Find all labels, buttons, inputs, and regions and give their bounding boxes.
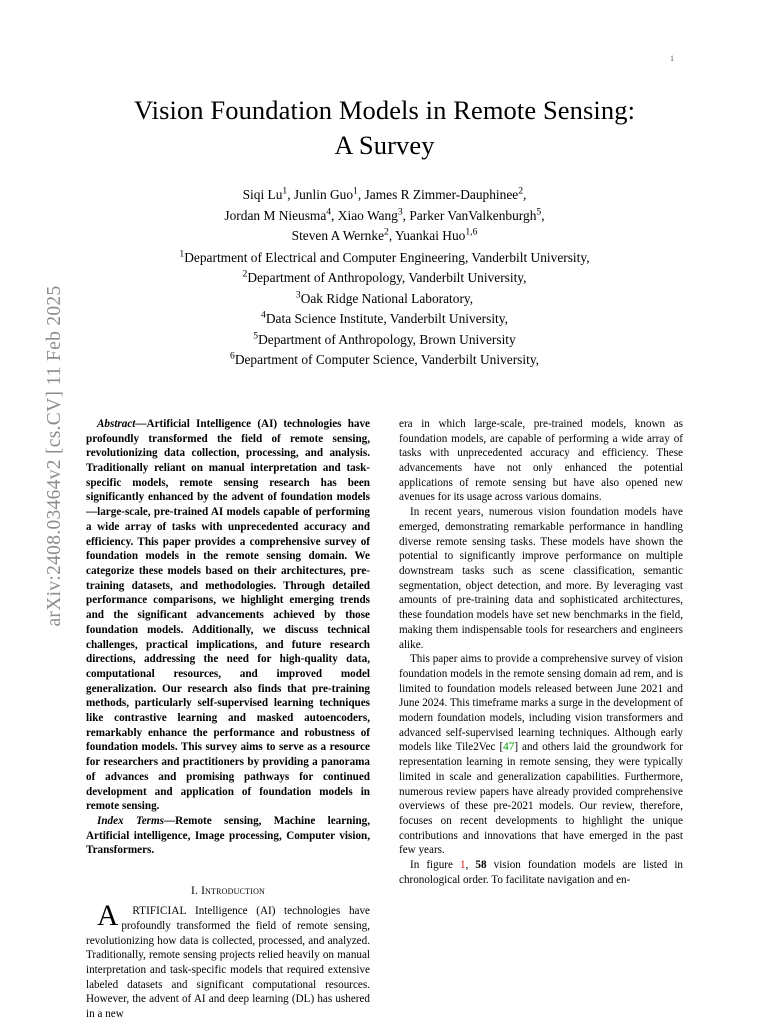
introduction-paragraph-1-continued: era in which large-scale, pre-trained models, known as foundation models, are capable of performing a wide array of tasks with unprecedented accuracy and efficiency. These advancements have not only enhanced the potential applications of remote sensing but have also opened new avenues for its usage across various domains. — [399, 417, 683, 504]
paragraph-text: vision foundation models are listed in chronological order. To facilitate navigation and en- — [399, 859, 683, 886]
author-separator: , — [523, 187, 527, 203]
author-affil-marker: 4 — [326, 206, 332, 218]
paragraph-text: This paper aims to provide a comprehensive survey of vision foundation models in the remote sensing domain ad rem, and is limited to foundation models released between June 2021 and June 2024. This timeframe marks a surge in the development of modern foundation models, including vision transformers and advanced self-supervised learning techniques. Although early models like Tile2Vec [ — [399, 653, 683, 754]
abstract-text: Artificial Intelligence (AI) technologies have profoundly transformed the field of remote sensing, revolutionizing data collection, processing, and analysis. Traditionally reliant on manual interpretation and task-specific models, remote sensing research has been significantly enhanced by the advent of foundation models—large-scale, pre-trained AI models capable of performing a wide array of tasks with unprecedented accuracy and efficiency. This paper provides a comprehensive survey of foundation models in the remote sensing domain. We categorize these models based on their architectures, pre-training datasets, and methodologies. Through detailed performance comparisons, we highlight emerging trends and the significant advancements achieved by those foundation models. Additionally, we discuss technical challenges, practical implications, and future research directions, addressing the need for high-quality data, computational resources, and improved model generalization. Our research also finds that pre-training methods, particularly self-supervised learning techniques like contrastive learning and masked autoencoders, remarkably enhance the performance and robustness of foundation models. This survey aims to serve as a resource for researchers and practitioners by providing a panorama of advances and promising pathways for continued development and application of foundation models in remote sensing. — [86, 417, 370, 813]
drop-cap: A — [97, 900, 119, 933]
affiliation-marker: 2 — [242, 269, 248, 280]
author-name: Jordan M Nieusma — [224, 207, 327, 223]
arxiv-stamp: arXiv:2408.03464v2 [cs.CV] 11 Feb 2025 — [44, 285, 65, 627]
paragraph-text: ] and others laid the groundwork for representation learning in remote sensing, they were typically limited in scale and generalization capabilities. Furthermore, numerous review papers have already provided comprehensive overviews of these pre-2021 models. Our review, therefore, focuses on recent developments to highlight the unique contributions and innovations that have emerged in the past few years. — [399, 741, 683, 857]
citation-link-47[interactable]: 47 — [503, 741, 515, 754]
title-line-2: A Survey — [334, 130, 435, 161]
two-column-body — [86, 417, 683, 1022]
paragraph-text: , — [465, 859, 476, 872]
index-terms-paragraph — [86, 814, 370, 858]
affiliation-text: Department of Computer Science, Vanderbilt University, — [234, 352, 539, 368]
affiliation-item — [86, 330, 683, 351]
author-separator: , — [541, 207, 545, 223]
paragraph-text: In figure — [410, 859, 460, 872]
author-affil-marker: 5 — [536, 206, 542, 218]
affiliation-list — [86, 248, 683, 371]
affiliation-marker: 5 — [253, 330, 259, 342]
introduction-paragraph-2: In recent years, numerous vision foundation models have emerged, demonstrating remarkable performance in handling diverse remote sensing tasks. These models have shown the potential to significantly improve performance on multiple downstream tasks such as scene classification, semantic segmentation, object detection, and more. By leveraging vast amounts of pre-training data and sophisticated architectures, these foundation models have set new benchmarks in the field, making them indispensable tools for researchers and engineers alike. — [399, 506, 683, 651]
introduction-paragraph-1 — [86, 900, 370, 1022]
title-line-1: Vision Foundation Models in Remote Sensing: — [133, 95, 636, 125]
author-affil-marker: 1 — [282, 186, 288, 197]
abstract-paragraph — [86, 417, 370, 814]
affiliation-marker: 3 — [295, 289, 301, 301]
left-column — [86, 417, 370, 1022]
affiliation-text: Department of Electrical and Computer Engineering, Vanderbilt University, — [184, 249, 590, 265]
affiliation-marker: 4 — [261, 310, 266, 321]
author-line-2 — [86, 206, 683, 227]
author-affil-marker: 1 — [353, 186, 358, 197]
affiliation-item — [86, 248, 683, 269]
section-heading-introduction — [86, 884, 370, 899]
index-terms-text: Remote sensing, Machine learning, Artificial intelligence, Image processing, Computer vision, Transformers. — [86, 814, 371, 857]
introduction-paragraph-4 — [399, 858, 683, 887]
affiliation-marker: 1 — [179, 248, 185, 260]
author-affil-marker: 1,6 — [465, 227, 478, 238]
author-affil-marker: 2 — [384, 227, 389, 238]
paper-page — [86, 0, 683, 1022]
right-column — [399, 417, 683, 888]
introduction-paragraph-3 — [399, 652, 683, 858]
index-terms-label: Index Terms— — [97, 814, 176, 827]
page-title — [86, 93, 683, 163]
author-name: Steven A Wernke — [291, 228, 385, 244]
author-line-1 — [86, 185, 683, 206]
author-name: , Xiao Wang — [331, 207, 398, 223]
author-affil-marker: 2 — [518, 186, 524, 197]
author-name: , James R Zimmer-Dauphinee — [357, 187, 519, 203]
introduction-text: Intelligence (AI) technologies have profoundly transformed the field of remote sensing, revolutionizing how data is collected, processed, and analyzed. Traditionally, remote sensing projects relied heavily on manual interpretation and task-specific models that required extensive labeled datasets and significant computational resources. However, the advent of AI and deep learning (DL) has ushered in a new — [86, 905, 370, 1021]
model-count: 58 — [475, 859, 487, 872]
abstract-label: Abstract— — [97, 417, 147, 430]
page-number: 1 — [670, 54, 674, 63]
section-title: Introduction — [201, 885, 266, 898]
figure-reference-link-1[interactable]: 1 — [460, 859, 466, 872]
affiliation-text: Department of Anthropology, Vanderbilt University, — [247, 270, 527, 286]
affiliation-text: Oak Ridge National Laboratory, — [300, 290, 474, 306]
opening-smallcaps: RTIFICIAL — [132, 905, 187, 918]
author-name: , Junlin Guo — [287, 187, 354, 203]
author-list — [86, 185, 683, 247]
affiliation-item — [86, 309, 683, 330]
affiliation-text: Data Science Institute, Vanderbilt University, — [265, 311, 508, 327]
affiliation-item — [86, 289, 683, 310]
affiliation-item — [86, 268, 683, 289]
author-name: Siqi Lu — [242, 187, 283, 203]
affiliation-marker: 6 — [230, 351, 235, 362]
author-line-3 — [86, 226, 683, 247]
author-affil-marker: 3 — [397, 206, 403, 218]
section-numeral: I. — [190, 885, 198, 898]
affiliation-text: Department of Anthropology, Brown University — [258, 331, 516, 347]
author-name: , Parker VanValkenburgh — [402, 207, 537, 223]
author-name: , Yuankai Huo — [388, 228, 466, 244]
affiliation-item — [86, 350, 683, 371]
